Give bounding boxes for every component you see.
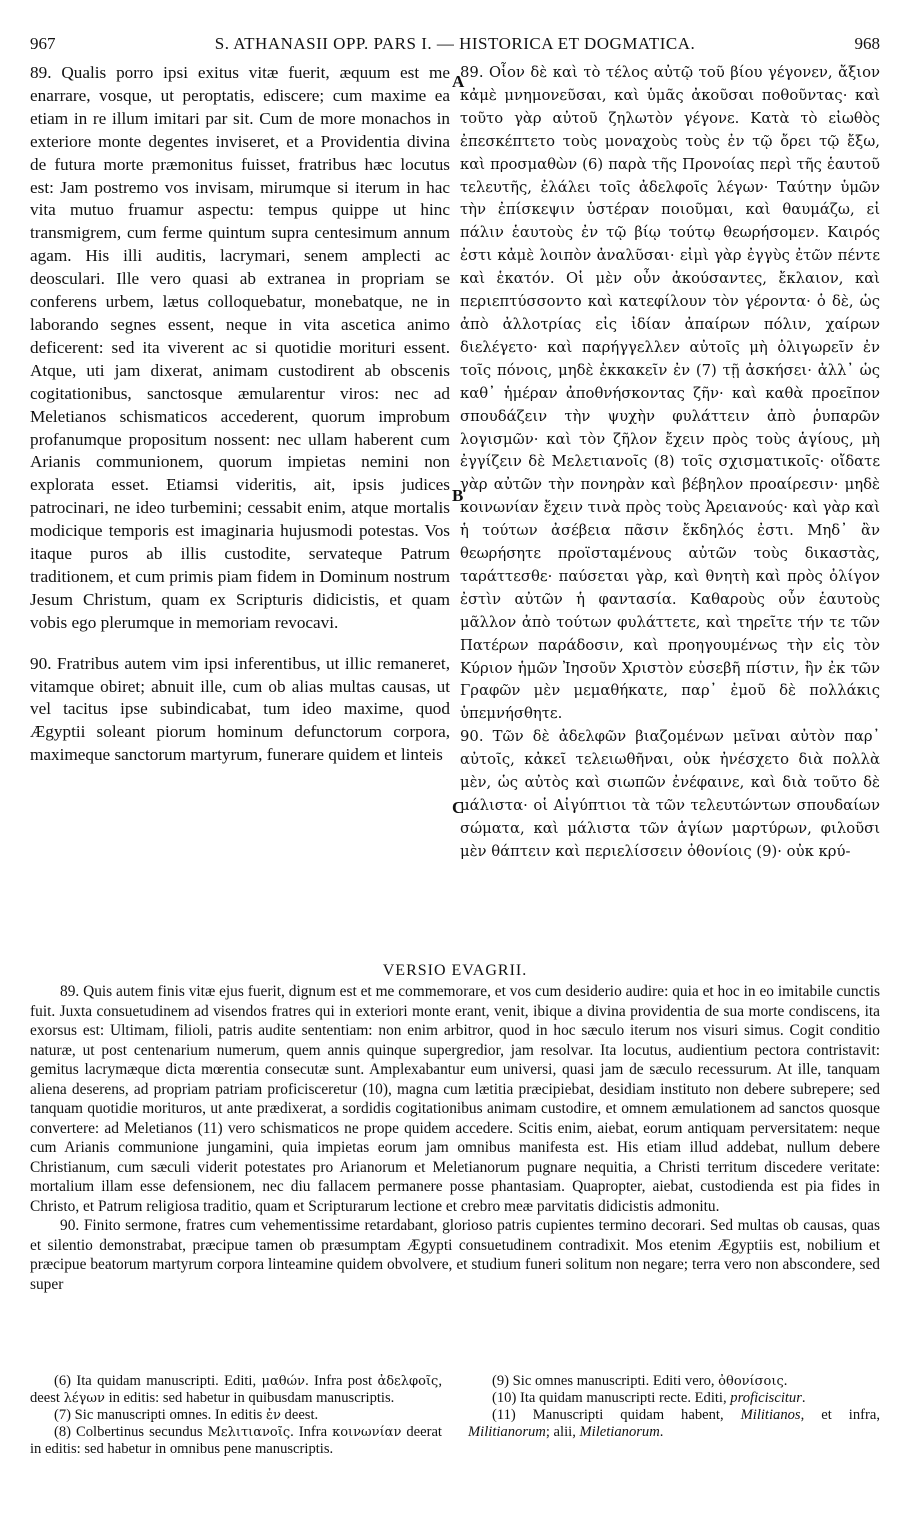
footnote-10: (10) Ita quidam manuscripti recte. Editi, proficiscitur. [492,1390,806,1406]
evagrius-paragraph-90: 90. Finito sermone, fratres cum vehementissime retardabant, glorioso patris cupientes termino decorari. Sed multas ob causas, quas et silentio demonstrabat, præcipue tamen ob præsumptam Ægypti consuetudinem contradixit. Mos etenim Ægyptiis est, nobilium et præcipue beatorum martyrum corpora linteamine quidem obvolvere, et studium funeri solitum non negare; terra vero non abscondere, sed super [30,1217,880,1293]
evagrius-paragraph-89: 89. Quis autem finis vitæ ejus fuerit, dignum est et me commemorare, et vos cum desiderio audire: quia et hoc in eo imitabile cunctis fuit. Juxta consuetudinem ad visendos fratres qui in exteriori monte erant, venit, ibique a divina providentia de sua morte condiscens, ita exorsus est: Ultimam, filioli, patris audite sententiam: non enim arbitror, quod in hoc sæculo iterum nos visuri simus. Cogit conditio naturæ, ut post centenarium numerum, quem annis quinque supergredior, jam resolvar. Ita locutus, audientium pectora contristavit: gemitus lacrymæque dicta mœrentia consecutæ sunt. Amplexabantur eum universi, quasi jam de sæculo recessurum. At ille, tanquam aliena deserens, ad propriam patriam proficisceretur (10), magna cum lætitia præcipiebat, desidiam instituto non debere subrepere; sed tanquam quotidie morituros, ut ante prædixerat, a sordidis cogitationibus animam custodire, et omnem æmulationem ad sanctos quosque convertere: ad Meletianos (11) vero schismaticos ne prope quidem accedere. Scitis enim, aiebat, eorum antiquam perversitatem: neque cum Arianis communione jungamini, quia impietas eorum jam omnibus manifesta est. His etiam illud addebat, nullum debere Christianum, cum sæculi viderit potestates pro Arianorum et Meletianorum pugnare nequitia, a Christi territum discedere veritate: mortalium illam esse defensionem, nec diu fallacem permanere posse phantasiam. Quapropter, aiebat, custodienda est pia fides in Christo, et Patrum religiosa traditio, quam et Scripturarum lectione et crebro meæ parvitatis didicistis admonitu. [30,983,880,1215]
evagrius-version [30,982,880,1367]
footnotes-right [468,1373,880,1458]
latin-paragraph-90: 90. Fratribus autem vim ipsi inferentibus, ut illic remaneret, vitamque obiret; abnuit ille, cum ob alias multas causas, ut vel tacitus ipse subindicabat, tum ideo maxime, quod Ægyptii soleant piorum hominum defunctorum corpora, maximeque sanctorum martyrum, funerare quidem et linteis [30,653,450,765]
page [30,30,880,1458]
page-number-right: 968 [854,34,880,53]
latin-paragraph-89: 89. Qualis porro ipsi exitus vitæ fuerit, æquum est me enarrare, vosque, ut peroptatis, ediscere; cum maxime ea etiam in re illum imitari par sit. Cum de more monachos in exteriore monte degentes inviseret, et a Providentia divina de futura morte præmonitus fuisset, fratribus hæc locutus est: Jam postremo vos invisam, mirumque si iterum in hac vita mutuo fruamur aspectu: tempus quippe ut hinc transmigrem, cum ferme quintum supra centesimum annum agam. His illi auditis, lacrymari, senem amplecti ac deosculari. Ille vero quasi ab extranea in propriam se conferens urbem, lætus colloquebatur, monebatque, ne in laborando segnes essent, neque in vita ascetica animo deficerent: sed ita viverent ac si quotidie morituri essent. Atque, uti jam dixerat, animam custodirent ab obscenis cogitationibus, sanctosque æmularentur viros: nec ad Meletianos schismaticos accederent, quorum improbum profanumque propositum nossent: nec ullam haberent cum Arianis communionem, quorum impietas nemini non explorata esset. Etiamsi videritis, ait, ipsis judices patrocinari, ne ideo turbemini; cessabit enim, atque mortalis modicique temporis est imaginaria hujusmodi potestas. Vos itaque puros ab illis custodite, servateque Patrum traditionem, et cum primis piam fidem in Dominum nostrum Jesum Christum, quam ex Scripturis didicistis, et quam vobis ego plerumque in memoriam revocavi. [30,63,450,632]
page-number-left: 967 [30,34,56,53]
footnote-11: (11) Manuscripti quidam habent, Militianos, et infra, Militianorum; alii, Miletianorum. [468,1407,880,1440]
margin-marker-c: C [452,798,465,817]
footnote-8: (8) Colbertinus secundus Μελιτιανοῖς. Infra κοινωνίαν deerat in editis: sed habetur in omnibus pene manuscriptis. [30,1424,442,1457]
footnote-9: (9) Sic omnes manuscripti. Editi vero, ὀθονίσοις. [492,1373,788,1389]
running-title: S. ATHANASII OPP. PARS I. — HISTORICA ET DOGMATICA. [214,34,696,53]
margin-marker-b: B [452,486,464,505]
footnotes-left [30,1373,442,1458]
latin-column [30,62,450,958]
footnotes [30,1373,880,1458]
greek-paragraph-89: 89. Οἷον δὲ καὶ τὸ τέλος αὐτῷ τοῦ βίου γέγονεν, ἄξιον κἀμὲ μνημονεῦσαι, καὶ ὑμᾶς ἀκοῦσαι ποθοῦντας· καὶ τοῦτο γὰρ αὐτοῦ ζηλωτὸν γέγονε. Κατὰ τὸ εἰωθὸς ἐπεσκέπτετο τοὺς μοναχοὺς τοὺς ἐν τῷ ὄρει τῷ ἔξω, καὶ προσμαθὼν (6) παρὰ τῆς Προνοίας περὶ τῆς ἑαυτοῦ τελευτῆς, ἐλάλει τοῖς ἀδελφοῖς λέγων· Ταύτην ὑμῶν τὴν ἐπίσκεψιν ὑστέραν ποιοῦμαι, καὶ θαυμάζω, εἰ πάλιν ἑαυτοὺς ἐν τῷ βίῳ τούτῳ θεωρήσομεν. Καιρός ἐστι κἀμὲ λοιπὸν ἀναλῦσαι· εἰμὶ γὰρ ἐγγὺς ἐτῶν πέντε καὶ ἑκατόν. Οἱ μὲν οὖν ἀκούσαντες, ἔκλαιον, καὶ περιεπτύσσοντο καὶ κατεφίλουν τὸν γέροντα· ὁ δὲ, ὡς ἀπὸ ἀλλοτρίας εἰς ἰδίαν ἀπαίρων πόλιν, χαίρων διελέγετο· καὶ παρήγγελλεν αὐτοῖς μὴ ὀλιγωρεῖν ἐν τοῖς πόνοις, μηδὲ ἐκκακεῖν ἐν (7) τῇ ἀσκήσει· ἀλλ᾽ ὡς καθ᾽ ἡμέραν ἀποθνήσκοντας ζῆν· καὶ καθὰ προεῖπον σπουδάζειν τὴν ψυχὴν φυλάττειν ἀπὸ ῥυπαρῶν λογισμῶν· καὶ τὸν ζῆλον ἔχειν πρὸς τοὺς ἁγίους, μὴ ἐγγίζειν δὲ Μελετιανοῖς (8) τοῖς σχισματικοῖς· οἴδατε γὰρ αὐτῶν τὴν πονηρὰν καὶ βέβηλον προαίρεσιν· μηδὲ κοινωνίαν ἔχειν τινὰ πρὸς τοὺς Ἀρειανούς· καὶ γὰρ καὶ ἡ τούτων ἀσέβεια πᾶσιν ἔκδηλός ἐστι. Μηδ᾽ ἂν θεωρήσητε προϊσταμένους αὐτῶν τοὺς δικαστὰς, ταράττεσθε· παύσεται γὰρ, καὶ θνητὴ καὶ πρὸς ὀλίγον ἐστὶν αὐτῶν ἡ φαντασία. Καθαροὺς οὖν ἑαυτοὺς μᾶλλον ἀπὸ τούτων φυλάττετε, καὶ τηρεῖτε τήν τε τῶν Πατέρων παράδοσιν, καὶ προηγουμένως τὴν εἰς τὸν Κύριον ἡμῶν Ἰησοῦν Χριστὸν εὐσεβῆ πίστιν, ἣν ἐκ τῶν Γραφῶν μὲν μεμαθήκατε, παρ᾽ ἐμοῦ δὲ πολλάκις ὑπεμνήσθητε. [460,64,880,723]
parallel-columns [30,62,880,958]
section-title: VERSIO EVAGRII. [382,962,528,979]
footnote-6: (6) Ita quidam manuscripti. Editi, μαθών. Infra post ἀδελφοῖς, deest λέγων in editis: sed habetur in quibusdam manuscriptis. [30,1373,442,1406]
footnote-7: (7) Sic manuscripti omnes. In editis ἐν deest. [54,1407,319,1423]
greek-paragraph-90: 90. Τῶν δὲ ἀδελφῶν βιαζομένων μεῖναι αὐτὸν παρ᾽ αὐτοῖς, κἀκεῖ τελειωθῆναι, οὐκ ἠνέσχετο διὰ πολλὰ μὲν, ὡς αὐτὸς καὶ σιωπῶν ἐνέφαινε, καὶ διὰ τοῦτο δὲ μάλιστα· οἱ Αἰγύπτιοι τὰ τῶν τελευτώντων σπουδαίων σώματα, καὶ μάλιστα τῶν ἁγίων μαρτύρων, φιλοῦσι μὲν θάπτειν καὶ περιελίσσειν ὀθονίοις (9)· οὐκ κρύ- [460,728,880,860]
greek-column [460,62,880,958]
margin-marker-a: A [452,72,465,91]
running-header [30,30,880,58]
